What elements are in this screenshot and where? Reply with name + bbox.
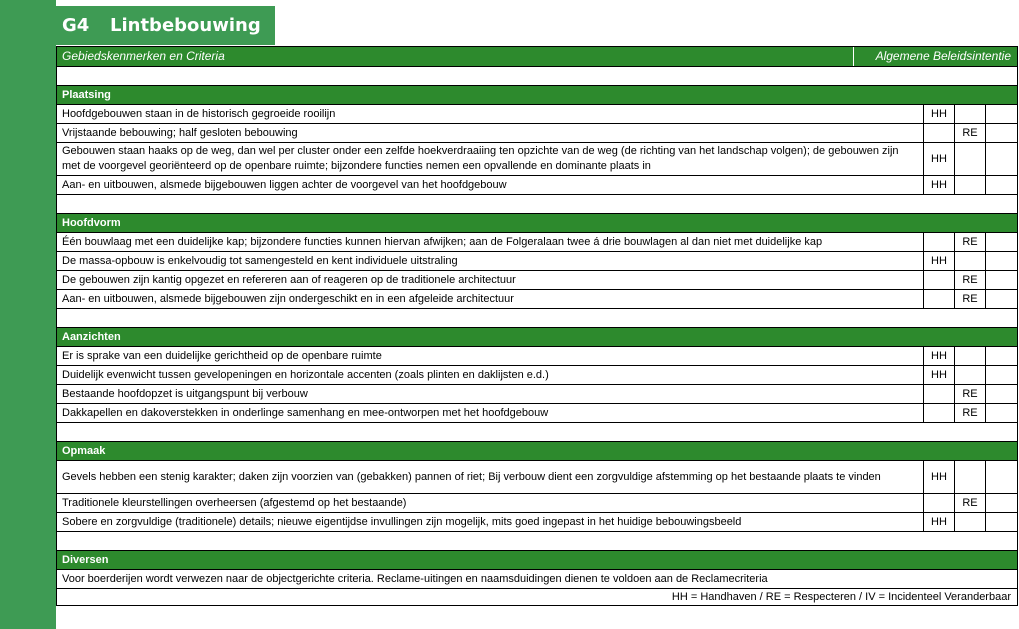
hh-cell: HH [923,513,954,531]
iv-cell [985,461,1017,493]
criteria-row [57,251,1017,270]
re-cell [954,176,985,194]
criteria-row [57,142,1017,175]
criteria-text: Duidelijk evenwicht tussen gevelopeningen en horizontale accenten (zoals plinten en daklijsten e.d.) [62,368,549,381]
hh-cell [923,271,954,289]
iv-cell [985,143,1017,175]
diversen-text: Voor boerderijen wordt verwezen naar de objectgerichte criteria. Reclame-uitingen en naamsduidingen dienen te voldoen aan de Reclamecriteria [62,572,768,585]
diversen-row [57,569,1017,588]
hh-cell: HH [923,143,954,175]
criteria-text: Vrijstaande bebouwing; half gesloten bebouwing [62,126,298,139]
re-cell: RE [954,290,985,308]
criteria-text: Sobere en zorgvuldige (traditionele) details; nieuwe eigentijdse invullingen zijn mogelijk, mits goed ingepast in het huidige bebouwingsbeeld [62,515,742,528]
spacer-row [57,422,1017,441]
criteria-text: Gebouwen staan haaks op de weg, dan wel per cluster onder een zelfde hoekverdraaiing ten opzichte van de weg (de richting van het landschap volgen); de gebouwen zijn met de voorgevel georiënteerd op de openbare ruimte; bijzondere functies nemen een opvallende en dominante plaats in [62,145,899,172]
iv-cell [985,366,1017,384]
re-cell: RE [954,271,985,289]
criteria-text: Aan- en uitbouwen, alsmede bijgebouwen zijn ondergeschikt en in een afgeleide architectuur [62,292,514,305]
section-heading: Plaatsing [57,85,1017,104]
spacer-row [57,531,1017,550]
re-cell: RE [954,404,985,422]
iv-cell [985,252,1017,270]
section-heading: Opmaak [57,441,1017,460]
criteria-row [57,270,1017,289]
iv-cell [985,494,1017,512]
section-heading: Aanzichten [57,327,1017,346]
hh-cell [923,233,954,251]
hh-cell [923,290,954,308]
criteria-row [57,365,1017,384]
hh-cell: HH [923,461,954,493]
re-cell: RE [954,385,985,403]
hh-cell: HH [923,347,954,365]
criteria-table [56,46,1018,606]
column-header-left: Gebiedskenmerken en Criteria [62,49,225,63]
re-cell [954,252,985,270]
criteria-row [57,493,1017,512]
hh-cell [923,124,954,142]
iv-cell [985,105,1017,123]
criteria-row [57,384,1017,403]
criteria-row [57,289,1017,308]
re-cell [954,143,985,175]
iv-cell [985,233,1017,251]
iv-cell [985,347,1017,365]
iv-cell [985,271,1017,289]
criteria-text: Er is sprake van een duidelijke gerichtheid op de openbare ruimte [62,349,382,362]
hh-cell [923,385,954,403]
area-title: Lintbebouwing [110,15,261,36]
criteria-row [57,104,1017,123]
criteria-row [57,346,1017,365]
area-code: G4 [62,15,90,36]
re-cell: RE [954,124,985,142]
iv-cell [985,513,1017,531]
header-tab [56,6,275,45]
criteria-text: Gevels hebben een stenig karakter; daken zijn voorzien van (gebakken) pannen of riet; Bij verbouw dient een zorgvuldige afstemming op het bestaande plaats te vinden [62,470,881,483]
re-cell [954,105,985,123]
hh-cell: HH [923,105,954,123]
iv-cell [985,124,1017,142]
spacer-row [57,308,1017,327]
criteria-text: Hoofdgebouwen staan in de historisch gegroeide rooilijn [62,107,336,120]
re-cell [954,461,985,493]
criteria-row [57,175,1017,194]
spacer-row [57,66,1017,85]
criteria-row [57,403,1017,422]
re-cell: RE [954,494,985,512]
column-header-right: Algemene Beleidsintentie [853,47,1017,66]
column-header [57,46,1017,66]
criteria-row [57,460,1017,493]
iv-cell [985,385,1017,403]
iv-cell [985,176,1017,194]
criteria-text: Dakkapellen en dakoverstekken in onderlinge samenhang en mee-ontworpen met het hoofdgebouw [62,406,549,419]
re-cell: RE [954,233,985,251]
spacer-row [57,194,1017,213]
re-cell [954,366,985,384]
section-heading-diversen: Diversen [57,550,1017,569]
criteria-text: Één bouwlaag met een duidelijke kap; bijzondere functies kunnen hiervan afwijken; aan de Folgeralaan twee á drie bouwlagen al dan niet met duidelijke kap [62,235,823,248]
re-cell [954,513,985,531]
hh-cell: HH [923,252,954,270]
re-cell [954,347,985,365]
criteria-text: De gebouwen zijn kantig opgezet en refereren aan of reageren op de traditionele architectuur [62,273,516,286]
legend: HH = Handhaven / RE = Respecteren / IV = Incidenteel Veranderbaar [57,588,1017,606]
section-heading: Hoofdvorm [57,213,1017,232]
hh-cell [923,494,954,512]
criteria-row [57,123,1017,142]
criteria-text: De massa-opbouw is enkelvoudig tot samengesteld en kent individuele uitstraling [62,254,458,267]
hh-cell [923,404,954,422]
hh-cell: HH [923,366,954,384]
criteria-text: Aan- en uitbouwen, alsmede bijgebouwen liggen achter de voorgevel van het hoofdgebouw [62,178,507,191]
criteria-row [57,512,1017,531]
criteria-text: Bestaande hoofdopzet is uitgangspunt bij verbouw [62,387,308,400]
criteria-text: Traditionele kleurstellingen overheersen (afgestemd op het bestaande) [62,496,407,509]
iv-cell [985,290,1017,308]
iv-cell [985,404,1017,422]
hh-cell: HH [923,176,954,194]
left-green-bar [0,0,56,629]
criteria-row [57,232,1017,251]
